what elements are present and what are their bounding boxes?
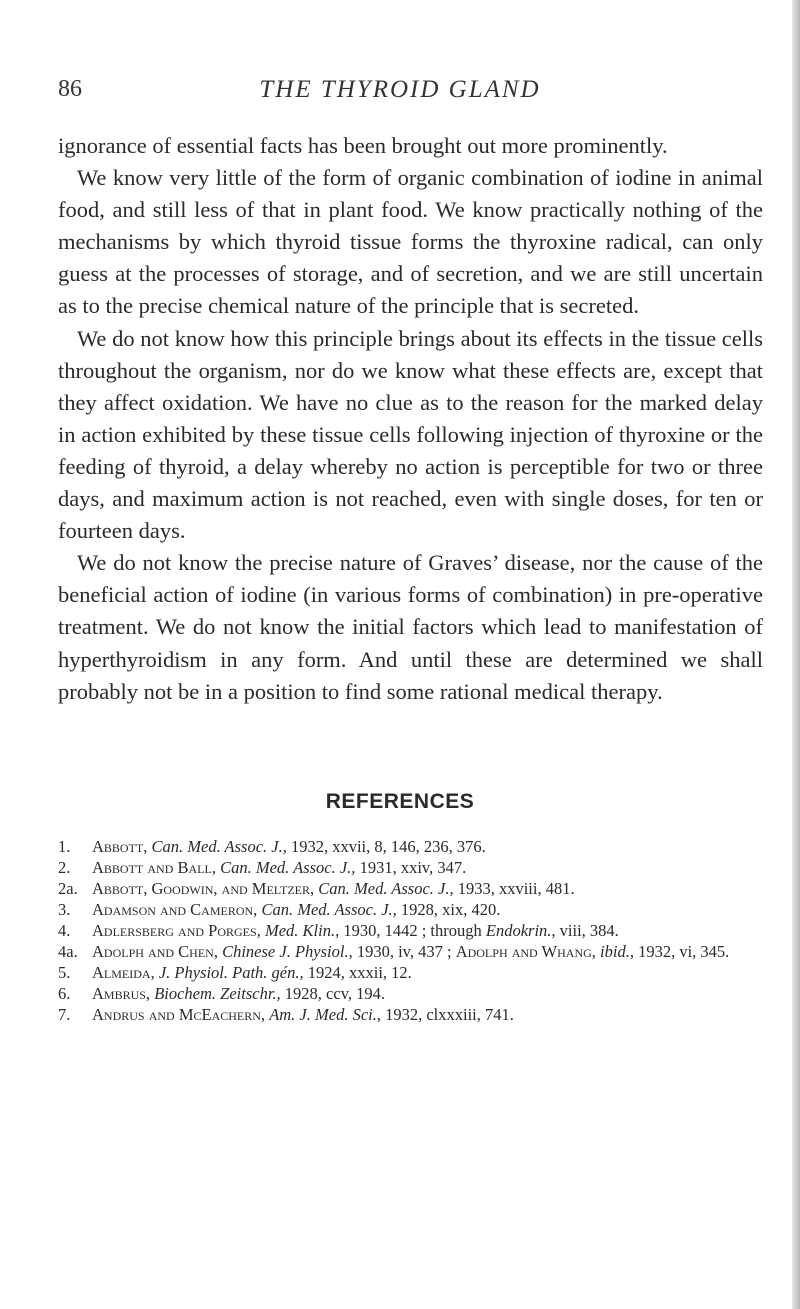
reference-authors: Andrus and McEachern, — [92, 1005, 266, 1024]
reference-number: 6. — [58, 984, 71, 1003]
reference-authors-secondary: Adolph and Whang, — [455, 942, 596, 961]
paragraph: ignorance of essential facts has been brought out more prominently. — [58, 133, 668, 158]
reference-journal: Can. Med. Assoc. J., — [261, 900, 397, 919]
reference-details: 1933, xxviii, 481. — [457, 879, 575, 898]
reference-journal-secondary: Endokrin., — [485, 921, 556, 940]
reference-details-secondary: viii, 384. — [559, 921, 619, 940]
reference-authors: Adlersberg and Porges, — [92, 921, 261, 940]
reference-item — [58, 941, 763, 962]
reference-authors: Abbott, Goodwin, and Meltzer, — [92, 879, 315, 898]
reference-details-secondary: 1932, vi, 345. — [638, 942, 730, 961]
reference-item — [58, 836, 763, 857]
reference-details: 1930, iv, 437 ; — [356, 942, 452, 961]
references-list — [58, 836, 763, 1025]
reference-item — [58, 920, 763, 941]
reference-details: 1928, xix, 420. — [400, 900, 501, 919]
reference-number: 5. — [58, 963, 71, 982]
reference-journal-secondary: ibid., — [600, 942, 634, 961]
reference-number: 7. — [58, 1005, 71, 1024]
reference-details: 1931, xxiv, 347. — [359, 858, 467, 877]
reference-number: 2a. — [58, 879, 78, 898]
reference-item — [58, 1004, 763, 1025]
reference-authors: Abbott and Ball, — [92, 858, 216, 877]
reference-number: 2. — [58, 858, 71, 877]
reference-authors: Almeida, — [92, 963, 155, 982]
paragraph: We do not know the precise nature of Graves’ disease, nor the cause of the beneficial action of iodine (in various forms of combination) in pre-operative treatment. We do not know the initial factors which lead to manifestation of hyperthyroidism in any form. And until these are determined we shall probably not be in a position to find some rational medical therapy. — [58, 550, 763, 704]
reference-number: 1. — [58, 837, 71, 856]
reference-details: 1928, ccv, 194. — [284, 984, 385, 1003]
reference-authors: Abbott, — [92, 837, 148, 856]
reference-authors: Ambrus, — [92, 984, 151, 1003]
reference-authors: Adamson and Cameron, — [92, 900, 258, 919]
reference-item — [58, 983, 763, 1004]
reference-number: 4. — [58, 921, 71, 940]
page-number: 86 — [58, 76, 82, 102]
reference-item — [58, 857, 763, 878]
reference-item — [58, 899, 763, 920]
reference-number: 4a. — [58, 942, 78, 961]
page-edge-shadow — [792, 0, 800, 1309]
running-title: THE THYROID GLAND — [259, 76, 541, 103]
reference-journal: Can. Med. Assoc. J., — [318, 879, 454, 898]
reference-item — [58, 962, 763, 983]
body-text — [58, 130, 763, 708]
page-header — [0, 76, 800, 116]
reference-details: 1930, 1442 ; through — [343, 921, 482, 940]
paragraph: We do not know how this principle brings about its effects in the tissue cells throughout the organism, nor do we know what these effects are, except that they affect oxidation. We have no clue as to the reason for the marked delay in action exhibited by these tissue cells following injection of thyroxine or the feeding of thyroid, a delay whereby no action is perceptible for two or three days, and maximum action is not reached, even with single doses, for ten or fourteen days. — [58, 325, 763, 544]
reference-number: 3. — [58, 900, 71, 919]
reference-authors: Adolph and Chen, — [92, 942, 218, 961]
reference-journal: J. Physiol. Path. gén., — [158, 963, 304, 982]
reference-journal: Chinese J. Physiol., — [222, 942, 353, 961]
reference-journal: Am. J. Med. Sci., — [269, 1005, 381, 1024]
reference-journal: Med. Klin., — [264, 921, 340, 940]
reference-journal: Biochem. Zeitschr., — [154, 984, 281, 1003]
reference-details: 1932, clxxxiii, 741. — [385, 1005, 514, 1024]
reference-journal: Can. Med. Assoc. J., — [151, 837, 287, 856]
reference-journal: Can. Med. Assoc. J., — [220, 858, 356, 877]
reference-details: 1932, xxvii, 8, 146, 236, 376. — [290, 837, 486, 856]
paragraph: We know very little of the form of organic combination of iodine in animal food, and still less of that in plant food. We know practically nothing of the mechanisms by which thyroid tissue forms the thyroxine radical, can only guess at the processes of storage, and of secretion, and we are still uncertain as to the precise chemical nature of the principle that is secreted. — [58, 165, 763, 319]
reference-item — [58, 878, 763, 899]
reference-details: 1924, xxxii, 12. — [307, 963, 412, 982]
references-heading: REFERENCES — [325, 790, 475, 813]
